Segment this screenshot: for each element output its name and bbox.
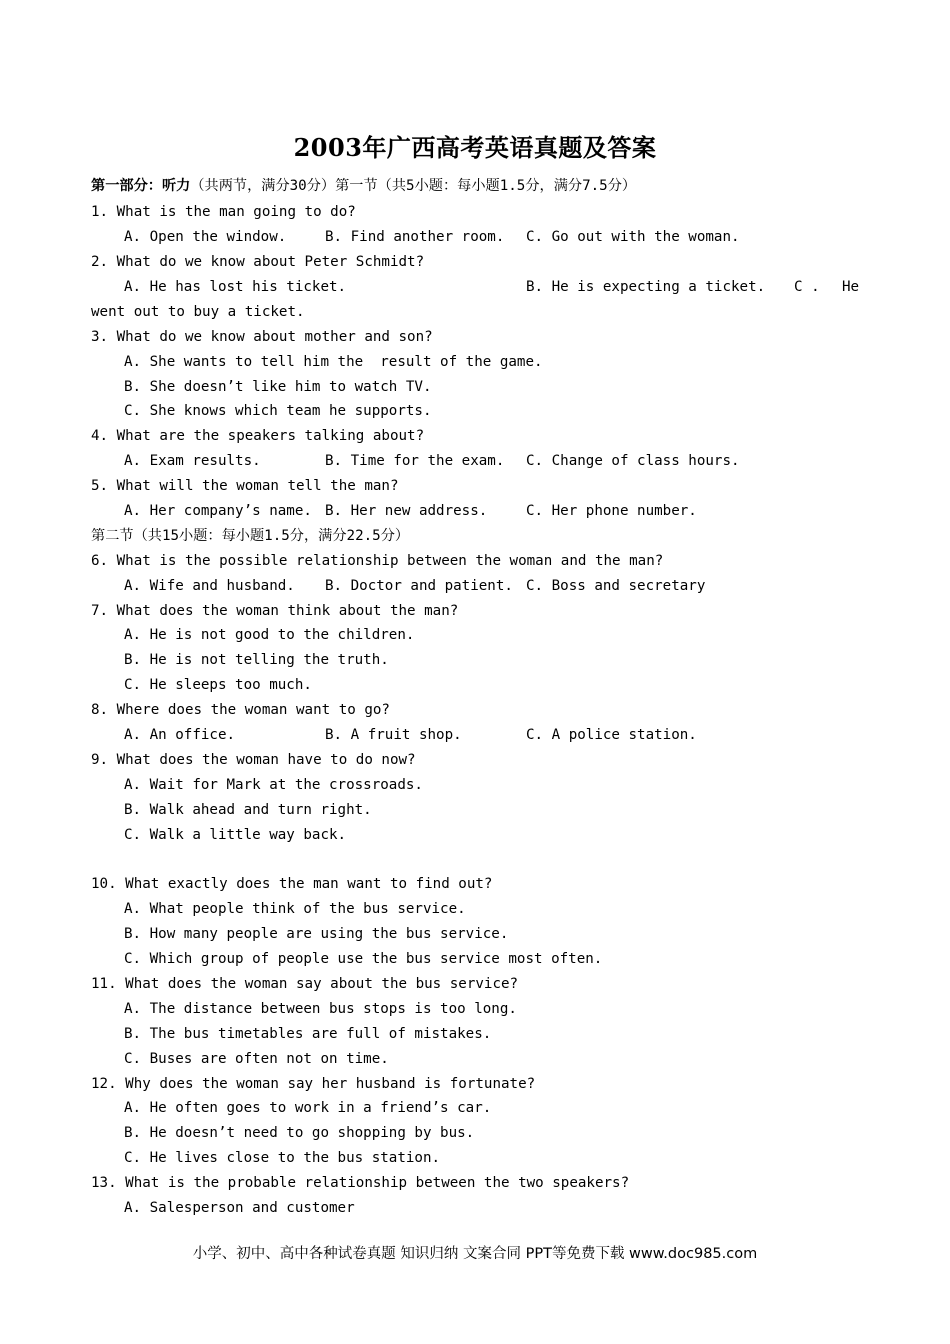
q10-option-c: C. Which group of people use the bus service most often. bbox=[124, 951, 603, 967]
question-7: 7. What does the woman think about the man? bbox=[91, 603, 459, 619]
q5-option-b: B. Her new address. bbox=[325, 503, 488, 519]
q9-option-b: B. Walk ahead and turn right. bbox=[124, 802, 372, 818]
q2-option-c-start: He bbox=[842, 279, 860, 295]
q4-option-c: C. Change of class hours. bbox=[526, 453, 740, 469]
q7-option-a: A. He is not good to the children. bbox=[124, 627, 415, 643]
q12-option-b: B. He doesn’t need to go shopping by bus. bbox=[124, 1125, 475, 1141]
q12-option-a: A. He often goes to work in a friend’s car. bbox=[124, 1100, 492, 1116]
question-11: 11. What does the woman say about the bus service? bbox=[91, 976, 519, 992]
q9-option-a: A. Wait for Mark at the crossroads. bbox=[124, 777, 423, 793]
q5-option-c: C. Her phone number. bbox=[526, 503, 697, 519]
q1-option-b: B. Find another room. bbox=[325, 229, 505, 245]
q1-option-c: C. Go out with the woman. bbox=[526, 229, 740, 245]
question-13: 13. What is the probable relationship between the two speakers? bbox=[91, 1175, 630, 1191]
q3-option-a: A. She wants to tell him the result of the game. bbox=[124, 354, 543, 370]
q8-option-c: C. A police station. bbox=[526, 727, 697, 743]
footer-text: 小学、初中、高中各种试卷真题 知识归纳 文案合同 PPT等免费下载 www.doc985.com bbox=[192, 1246, 758, 1262]
q6-option-c: C. Boss and secretary bbox=[526, 578, 706, 594]
question-1: 1. What is the man going to do? bbox=[91, 204, 356, 220]
part1-header bbox=[91, 176, 636, 196]
question-9: 9. What does the woman have to do now? bbox=[91, 752, 416, 768]
question-2: 2. What do we know about Peter Schmidt? bbox=[91, 254, 425, 270]
part1-description: （共两节，满分30分）第一节（共5小题：每小题1.5分，满分7.5分） bbox=[190, 178, 637, 194]
question-12: 12. Why does the woman say her husband is fortunate? bbox=[91, 1076, 536, 1092]
q2-option-a: A. He has lost his ticket. bbox=[124, 279, 347, 295]
q13-option-a: A. Salesperson and customer bbox=[124, 1200, 355, 1216]
question-10: 10. What exactly does the man want to find out? bbox=[91, 876, 493, 892]
q5-option-a: A. Her company’s name. bbox=[124, 503, 312, 519]
q2-option-c-label: C . bbox=[794, 279, 820, 295]
q3-option-c: C. She knows which team he supports. bbox=[124, 403, 432, 419]
q1-option-a: A. Open the window. bbox=[124, 229, 287, 245]
part1-heading: 第一部分：听力 bbox=[91, 178, 191, 194]
q7-option-c: C. He sleeps too much. bbox=[124, 677, 312, 693]
q6-option-b: B. Doctor and patient. bbox=[325, 578, 513, 594]
q8-option-b: B. A fruit shop. bbox=[325, 727, 462, 743]
q9-option-c: C. Walk a little way back. bbox=[124, 827, 347, 843]
q4-option-b: B. Time for the exam. bbox=[325, 453, 505, 469]
page-title: 2003年广西高考英语真题及答案 bbox=[293, 133, 657, 162]
q6-option-a: A. Wife and husband. bbox=[124, 578, 295, 594]
question-8: 8. Where does the woman want to go? bbox=[91, 702, 390, 718]
q3-option-b: B. She doesn’t like him to watch TV. bbox=[124, 379, 432, 395]
q2-option-b: B. He is expecting a ticket. bbox=[526, 279, 766, 295]
q11-option-b: B. The bus timetables are full of mistakes. bbox=[124, 1026, 492, 1042]
question-6: 6. What is the possible relationship between the woman and the man? bbox=[91, 553, 664, 569]
q10-option-a: A. What people think of the bus service. bbox=[124, 901, 466, 917]
q12-option-c: C. He lives close to the bus station. bbox=[124, 1150, 441, 1166]
question-5: 5. What will the woman tell the man? bbox=[91, 478, 399, 494]
section-2-heading: 第二节（共15小题：每小题1.5分，满分22.5分） bbox=[91, 528, 410, 544]
question-4: 4. What are the speakers talking about? bbox=[91, 428, 425, 444]
q8-option-a: A. An office. bbox=[124, 727, 236, 743]
q4-option-a: A. Exam results. bbox=[124, 453, 261, 469]
question-3: 3. What do we know about mother and son? bbox=[91, 329, 433, 345]
q11-option-a: A. The distance between bus stops is too long. bbox=[124, 1001, 517, 1017]
q2-option-c-continued: went out to buy a ticket. bbox=[91, 304, 305, 320]
q7-option-b: B. He is not telling the truth. bbox=[124, 652, 389, 668]
q10-option-b: B. How many people are using the bus service. bbox=[124, 926, 509, 942]
q11-option-c: C. Buses are often not on time. bbox=[124, 1051, 389, 1067]
